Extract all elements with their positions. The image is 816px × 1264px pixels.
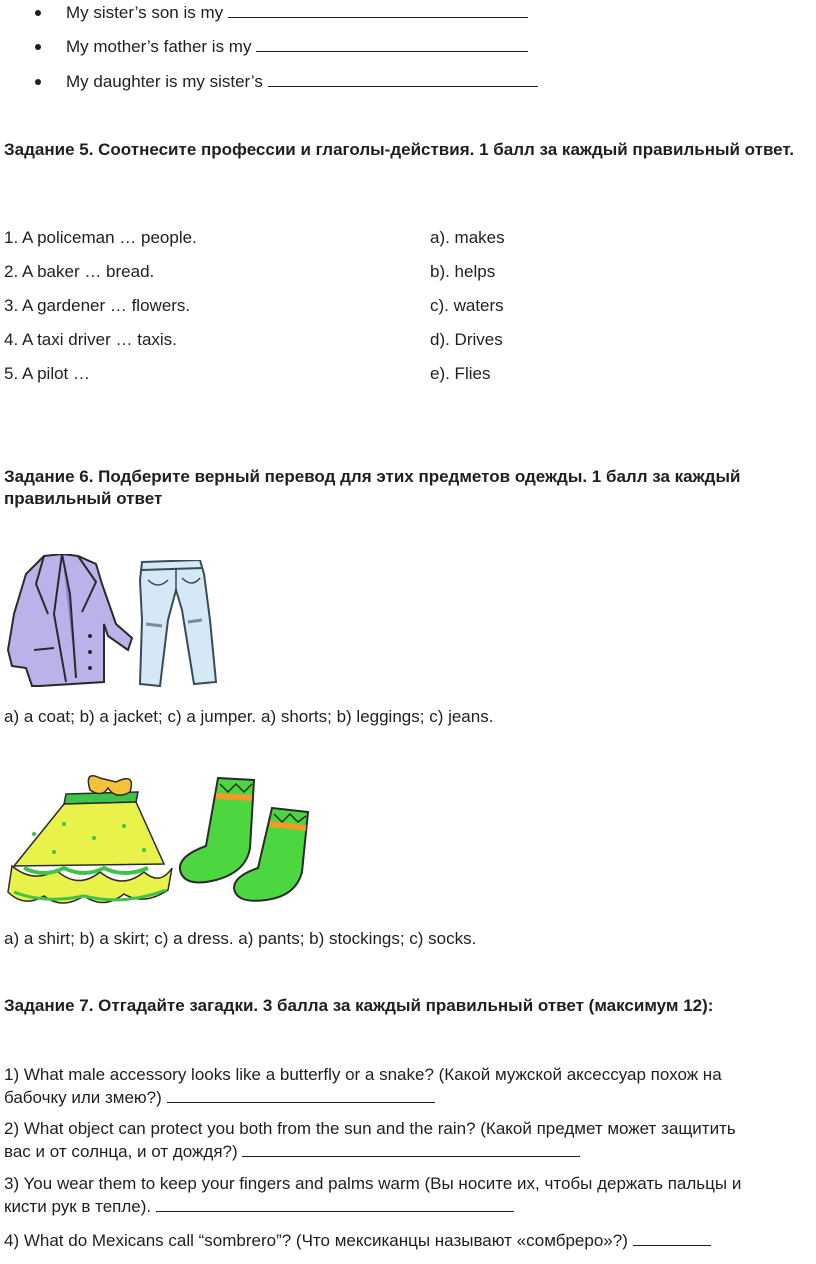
riddle-3-line-2: кисти рук в тепле). [4, 1195, 514, 1218]
riddle-2-line-1: 2) What object can protect you both from the sun and the rain? (Какой предмет может защитить [4, 1119, 736, 1138]
answer-blank[interactable] [268, 70, 538, 87]
task6-options-1: a) a coat; b) a jacket; c) a jumper. a) shorts; b) leggings; c) jeans. [4, 707, 494, 726]
task5-right-d: d). Drives [430, 330, 503, 349]
task5-right-c: c). waters [430, 296, 504, 315]
task5-left-4: 4. A taxi driver … taxis. [4, 330, 177, 349]
bullet [35, 44, 41, 50]
family-item-1: My sister’s son is my [66, 1, 528, 24]
task6-options-2: a) a shirt; b) a skirt; c) a dress. a) pants; b) stockings; c) socks. [4, 929, 477, 948]
family-item-2: My mother’s father is my [66, 35, 528, 58]
task5-left-3: 3. A gardener … flowers. [4, 296, 191, 315]
task5-left-5: 5. A pilot … [4, 364, 90, 383]
riddle-2-answer-blank[interactable] [242, 1140, 580, 1157]
task5-right-b: b). helps [430, 262, 496, 281]
riddle-1-line-2: бабочку или змею?) [4, 1086, 435, 1109]
socks-image [176, 776, 312, 904]
riddle-4: 4) What do Mexicans call “sombrero”? (Что мексиканцы называют «сомбреро»?) [4, 1229, 711, 1252]
task5-left-1: 1. A policeman … people. [4, 228, 197, 247]
task6-title: Задание 6. Подберите верный перевод для этих предметов одежды. 1 балл за каждый правильный ответ [4, 467, 741, 508]
riddle-3-line-1: 3) You wear them to keep your fingers and palms warm (Вы носите их, чтобы держать пальцы и [4, 1174, 742, 1193]
riddle-1-line-1: 1) What male accessory looks like a butterfly or a snake? (Какой мужской аксессуар похож на [4, 1065, 722, 1084]
skirt-image [4, 774, 174, 912]
task5-title: Задание 5. Соотнесите профессии и глаголы-действия. 1 балл за каждый правильный ответ. [4, 140, 794, 159]
task5-left-2: 2. A baker … bread. [4, 262, 155, 281]
riddle-4-answer-blank[interactable] [633, 1229, 711, 1246]
task7-title: Задание 7. Отгадайте загадки. 3 балла за каждый правильный ответ (максимум 12): [4, 996, 714, 1015]
bullet [35, 79, 41, 85]
jacket-image [4, 554, 134, 688]
answer-blank[interactable] [256, 35, 528, 52]
family-item-3: My daughter is my sister’s [66, 70, 538, 93]
task5-right-e: e). Flies [430, 364, 491, 383]
riddle-1-answer-blank[interactable] [167, 1086, 435, 1103]
bullet [35, 10, 41, 16]
answer-blank[interactable] [228, 1, 528, 18]
task5-right-a: a). makes [430, 228, 505, 247]
jeans-image [138, 560, 218, 688]
riddle-2-line-2: вас и от солнца, и от дождя?) [4, 1140, 580, 1163]
riddle-3-answer-blank[interactable] [156, 1195, 514, 1212]
